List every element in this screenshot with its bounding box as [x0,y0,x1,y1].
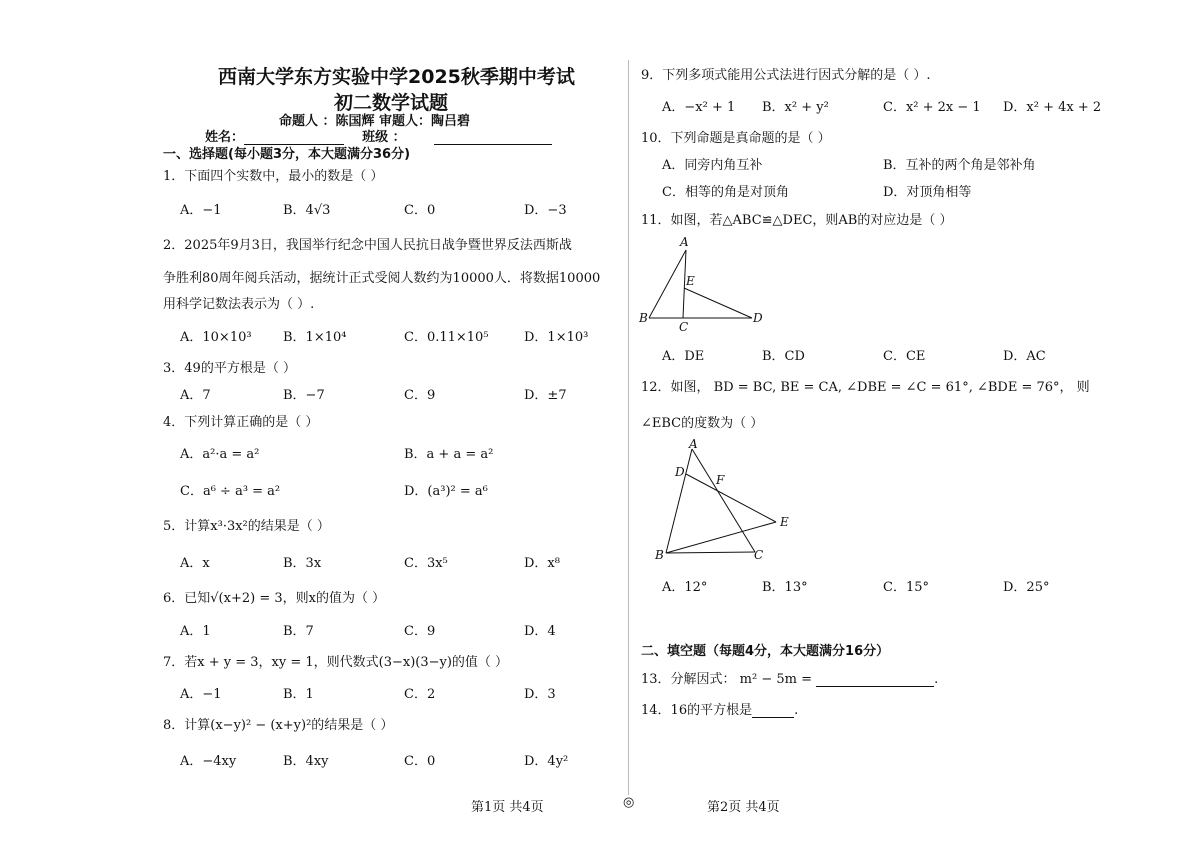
q14-row [641,699,798,718]
q7-stem: 7．若x + y = 3，xy = 1，则代数式(3−x)(3−y)的值（ ） [163,655,509,670]
q8-stem: 8．计算(x−y)² − (x+y)²的结果是（ ） [163,718,394,733]
q3-option-a[interactable]: A．7 [180,388,211,403]
q10-option-c[interactable]: C．相等的角是对顶角 [662,185,789,200]
q11-figure [636,232,776,332]
q12-label-a: A [689,437,698,451]
q7-option-a[interactable]: A．−1 [180,687,222,702]
q10-stem: 10．下列命题是真命题的是（ ） [641,131,831,146]
q12-line1: 12．如图， BD = BC, BE = CA, ∠DBE = ∠C = 61°, ∠BDE = 76°， 则 [641,380,1090,395]
q3-option-b[interactable]: B．−7 [283,388,325,403]
q11-option-c[interactable]: C．CE [883,349,926,364]
q2-line3: 用科学记数法表示为（ ）. [163,297,315,312]
q6-option-a[interactable]: A．1 [180,624,211,639]
q12-label-d: D [675,465,685,479]
q8-option-a[interactable]: A．−4xy [180,754,237,769]
q9-option-d[interactable]: D．x² + 4x + 2 [1003,100,1102,115]
q11-option-b[interactable]: B．CD [762,349,805,364]
q1-option-b[interactable]: B．4√3 [283,203,331,218]
q10-option-b[interactable]: B．互补的两个角是邻补角 [883,158,1036,173]
q7-option-d[interactable]: D．3 [524,687,556,702]
q1-stem: 1．下面四个实数中，最小的数是（ ） [163,169,384,184]
q5-option-a[interactable]: A．x [180,556,210,571]
q10-option-d[interactable]: D．对顶角相等 [883,185,972,200]
q6-option-b[interactable]: B．7 [283,624,314,639]
q2-line2: 争胜利80周年阅兵活动，据统计正式受阅人数约为10000人．将数据10000 [163,271,601,286]
q12-label-b: B [655,548,664,562]
q9-option-b[interactable]: B．x² + y² [762,100,829,115]
q3-option-c[interactable]: C．9 [404,388,436,403]
q12-segment-de [686,474,776,522]
q11-label-c: C [679,320,689,332]
q13-answer-blank[interactable] [816,672,934,687]
q1-option-d[interactable]: D．−3 [524,203,567,218]
q2-line1: 2．2025年9月3日，我国举行纪念中国人民抗日战争暨世界反法西斯战 [163,238,572,253]
footer-center-mark: ◎ [623,795,635,810]
q12-option-b[interactable]: B．13° [762,580,808,595]
footer-page-left: 第1页 共4页 [471,800,544,815]
q10-option-a[interactable]: A．同旁内角互补 [662,158,763,173]
section1-title: 一、选择题(每小题3分，本大题满分36分) [163,147,411,162]
q4-option-c[interactable]: C．a⁶ ÷ a³ = a² [180,484,281,499]
q12-label-f: F [716,473,725,487]
q5-option-c[interactable]: C．3x⁵ [404,556,448,571]
q5-option-b[interactable]: B．3x [283,556,322,571]
q6-option-c[interactable]: C．9 [404,624,436,639]
q3-option-d[interactable]: D．±7 [524,388,567,403]
exam-authors: 命题人 ：陈国辉 审题人：陶吕碧 [279,114,471,129]
q14-stem: 14．16的平方根是 [641,703,753,718]
q7-option-b[interactable]: B．1 [283,687,314,702]
column-divider [628,60,629,795]
q3-stem: 3．49的平方根是（ ） [163,361,296,376]
q11-label-b: B [639,311,648,325]
q4-stem: 4．下列计算正确的是（ ） [163,415,319,430]
q9-option-c[interactable]: C．x² + 2x − 1 [883,100,981,115]
q13-end: . [934,672,939,687]
q11-label-e: E [686,274,695,288]
q14-answer-blank[interactable] [752,703,794,718]
q2-option-b[interactable]: B．1×10⁴ [283,330,347,345]
section2-title: 二、填空题（每题4分，本大题满分16分） [641,644,890,659]
q8-option-b[interactable]: B．4xy [283,754,329,769]
q1-option-a[interactable]: A．−1 [180,203,222,218]
q12-line2: ∠EBC的度数为（ ） [641,416,764,431]
q5-option-d[interactable]: D．x⁸ [524,556,560,571]
q12-figure [645,436,805,566]
exam-subtitle: 初二数学试题 [334,92,449,114]
q2-option-d[interactable]: D．1×10³ [524,330,589,345]
q13-stem: 13．分解因式： m² − 5m = [641,672,812,687]
q11-stem: 11．如图，若△ABC≌△DEC，则AB的对应边是（ ） [641,213,953,228]
q12-option-c[interactable]: C．15° [883,580,929,595]
q11-option-a[interactable]: A．DE [662,349,705,364]
q11-label-d: D [753,311,763,325]
q11-label-a: A [680,235,689,249]
class-label: 班级 ： [362,130,406,145]
q11-option-d[interactable]: D．AC [1003,349,1046,364]
q4-option-b[interactable]: B．a + a = a² [404,447,494,462]
q1-option-c[interactable]: C．0 [404,203,436,218]
q8-option-c[interactable]: C．0 [404,754,436,769]
q5-stem: 5．计算x³·3x²的结果是（ ） [163,519,330,534]
q4-option-a[interactable]: A．a²·a = a² [180,447,260,462]
footer-page-right: 第2页 共4页 [707,800,780,815]
q6-stem: 6．已知√(x+2) = 3，则x的值为（ ） [163,591,386,606]
q6-option-d[interactable]: D．4 [524,624,556,639]
exam-title: 西南大学东方实验中学2025秋季期中考试 [218,66,575,88]
q12-option-a[interactable]: A．12° [662,580,708,595]
q9-option-a[interactable]: A．−x² + 1 [662,100,736,115]
q8-option-d[interactable]: D．4y² [524,754,569,769]
q12-label-c: C [754,548,764,562]
q11-segment-ab [649,250,686,318]
q4-option-d[interactable]: D．(a³)² = a⁶ [404,484,488,499]
q12-option-d[interactable]: D．25° [1003,580,1050,595]
q2-option-c[interactable]: C．0.11×10⁵ [404,330,489,345]
q11-segment-ed [684,288,752,318]
q13-row [641,668,938,687]
q7-option-c[interactable]: C．2 [404,687,436,702]
q12-label-e: E [780,515,789,529]
class-blank[interactable] [434,130,552,145]
q2-option-a[interactable]: A．10×10³ [180,330,252,345]
q12-segment-bc [666,552,755,553]
q9-stem: 9．下列多项式能用公式法进行因式分解的是（ ）. [641,68,931,83]
q14-end: . [794,703,799,718]
name-label: 姓名： [205,130,245,145]
